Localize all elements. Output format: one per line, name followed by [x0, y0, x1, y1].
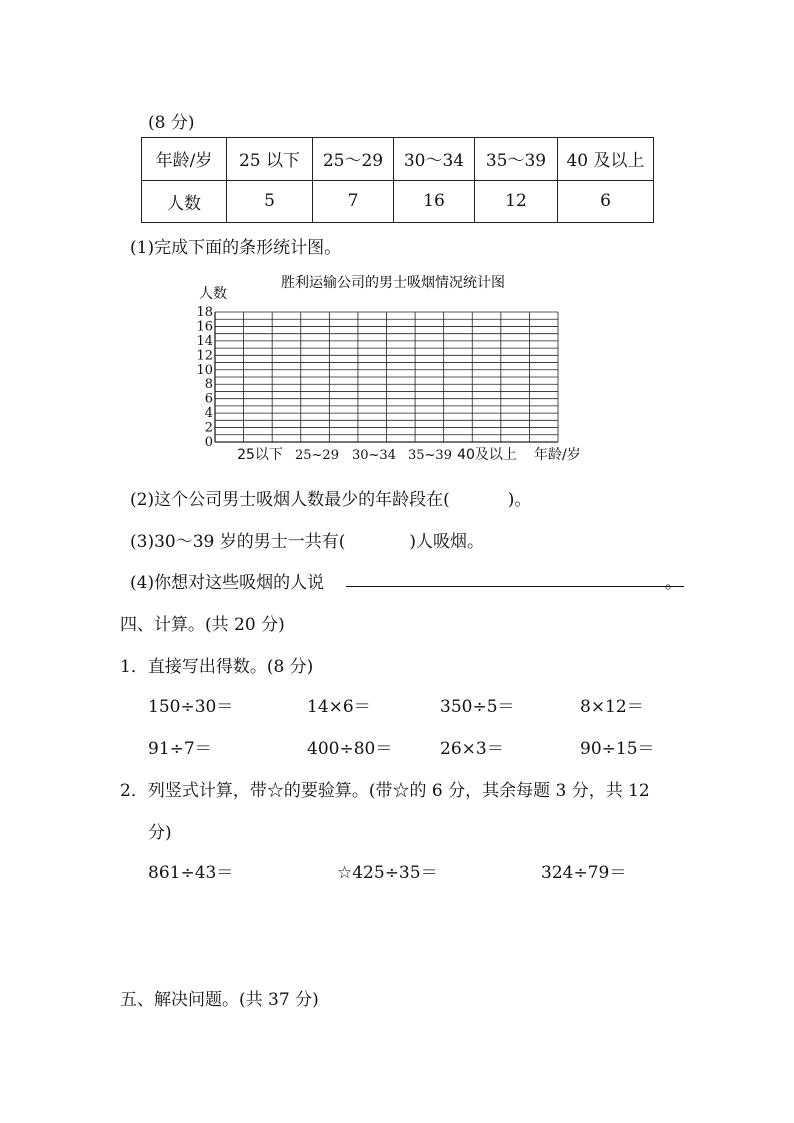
question-4-end: 。 — [665, 573, 682, 593]
x-tick-label: 40及以上 — [457, 447, 517, 463]
calc-item: 90÷15＝ — [580, 739, 655, 759]
x-tick-label: 30~34 — [352, 448, 396, 463]
y-tick-label: 6 — [204, 391, 213, 407]
score-note: (8 分) — [148, 113, 195, 133]
x-axis-label: 年龄/岁 — [534, 447, 581, 463]
table-cell: 30～34 — [394, 138, 475, 181]
question-2-end: )。 — [507, 490, 532, 510]
table-cell: 40 及以上 — [558, 138, 654, 181]
x-tick-label: 25~29 — [295, 448, 339, 463]
y-tick-label: 4 — [204, 406, 213, 422]
calc-item: 14×6＝ — [307, 697, 371, 717]
table-header-count: 人数 — [142, 180, 227, 223]
answer-line[interactable] — [346, 586, 684, 587]
table-cell: 12 — [475, 180, 558, 223]
question-2 — [130, 485, 531, 510]
table-cell: 5 — [227, 180, 313, 223]
calc-item: 8×12＝ — [580, 697, 644, 717]
y-tick-label: 16 — [196, 319, 213, 335]
y-tick-label: 14 — [196, 333, 213, 349]
calc-item: 350÷5＝ — [440, 697, 515, 717]
calc-item: 400÷80＝ — [307, 739, 393, 759]
part-1-title: 1．直接写出得数。(8 分) — [120, 657, 314, 677]
y-axis-label: 人数 — [199, 286, 227, 302]
table-cell: 25 以下 — [227, 138, 313, 181]
table-cell: 35～39 — [475, 138, 558, 181]
part-2-title-cont: 分) — [148, 823, 172, 843]
y-tick-label: 12 — [196, 348, 213, 364]
y-tick-labels — [196, 305, 213, 450]
question-3-text: (3)30～39 岁的男士一共有( — [130, 532, 346, 552]
x-tick-label: 35~39 — [408, 448, 452, 463]
question-4: (4)你想对这些吸烟的人说 — [130, 573, 325, 593]
table-row — [142, 138, 654, 181]
y-tick-label: 8 — [204, 377, 213, 393]
y-tick-label: 0 — [204, 435, 213, 450]
x-tick-label: 25以下 — [237, 447, 283, 463]
calc-item: ☆425÷35＝ — [337, 863, 438, 883]
question-2-text: (2)这个公司男士吸烟人数最少的年龄段在( — [130, 490, 450, 510]
table-row — [142, 180, 654, 223]
calc-item: 150÷30＝ — [148, 697, 234, 717]
table-cell: 25～29 — [313, 138, 394, 181]
x-tick-labels — [237, 447, 517, 463]
calc-item: 861÷43＝ — [148, 863, 234, 883]
part-2-title: 2．列竖式计算，带☆的要验算。(带☆的 6 分，其余每题 3 分，共 12 — [120, 781, 650, 801]
calc-item: 324÷79＝ — [541, 863, 627, 883]
table-cell: 7 — [313, 180, 394, 223]
calc-item: 91÷7＝ — [148, 739, 212, 759]
age-count-table — [141, 137, 654, 223]
chart-title: 胜利运输公司的男士吸烟情况统计图 — [281, 275, 505, 291]
question-3-end: )人吸烟。 — [409, 532, 485, 552]
question-1: (1)完成下面的条形统计图。 — [130, 238, 342, 258]
bar-chart — [190, 268, 610, 468]
calc-item: 26×3＝ — [440, 739, 504, 759]
table-cell: 16 — [394, 180, 475, 223]
table-header-age: 年龄/岁 — [142, 138, 227, 181]
y-tick-label: 10 — [196, 362, 213, 378]
y-tick-label: 18 — [196, 305, 213, 320]
y-tick-label: 2 — [204, 420, 213, 436]
table-cell: 6 — [558, 180, 654, 223]
chart-grid — [215, 312, 558, 442]
section-5-title: 五、解决问题。(共 37 分) — [120, 990, 319, 1010]
section-4-title: 四、计算。(共 20 分) — [120, 615, 285, 635]
question-3 — [130, 527, 484, 552]
